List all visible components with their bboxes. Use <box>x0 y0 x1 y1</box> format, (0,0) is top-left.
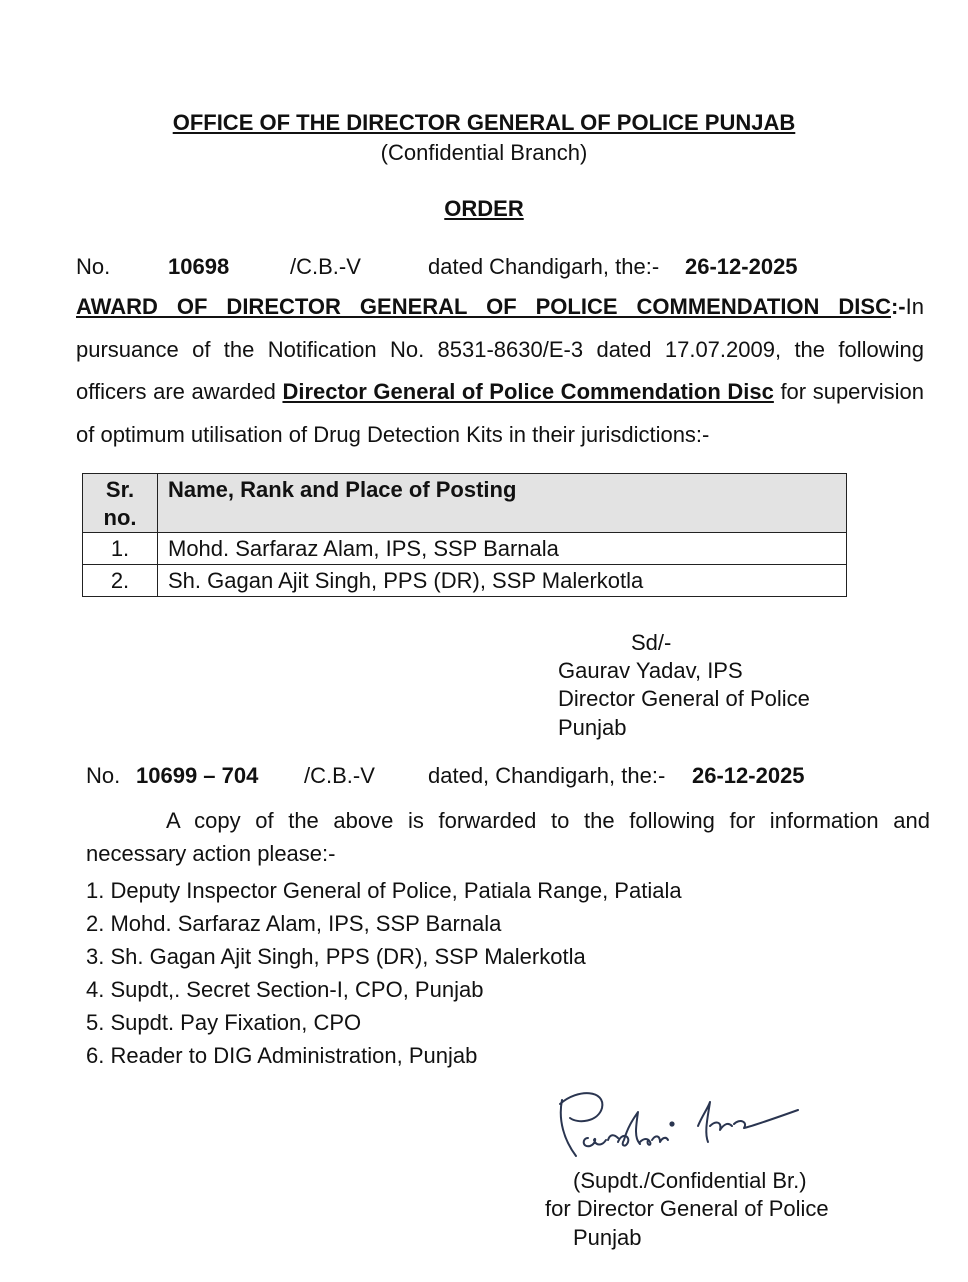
list-item: 5. Supdt. Pay Fixation, CPO <box>86 1010 362 1035</box>
order-title: ORDER <box>444 196 524 221</box>
copy-number: 10699 – 704 <box>136 763 259 788</box>
order-suffix: /C.B.-V <box>290 254 361 279</box>
award-subject: AWARD OF DIRECTOR GENERAL OF POLICE COMMENDATION DISC <box>76 294 891 319</box>
subject-separator: :- <box>890 294 906 319</box>
signatory-2-line1: (Supdt./Confidential Br.) <box>573 1168 807 1193</box>
table-row <box>83 565 847 597</box>
table-row <box>83 533 847 565</box>
row-name: Mohd. Sarfaraz Alam, IPS, SSP Barnala <box>158 533 847 565</box>
signatory-designation: Director General of Police <box>558 686 810 711</box>
list-item: 2. Mohd. Sarfaraz Alam, IPS, SSP Barnala <box>86 911 502 936</box>
signatory-2-line2: for Director General of Police <box>545 1196 829 1221</box>
branch-subheading: (Confidential Branch) <box>380 140 588 165</box>
row-sr: 2. <box>83 565 158 597</box>
column-header-sr: Sr. no. <box>83 474 158 533</box>
column-header-name: Name, Rank and Place of Posting <box>158 474 847 533</box>
order-dated-label: dated Chandigarh, the:- <box>428 254 660 279</box>
signatory-name: Gaurav Yadav, IPS <box>558 658 743 683</box>
copy-no-label: No. <box>86 763 121 788</box>
signatory-state: Punjab <box>558 715 627 740</box>
awardees-table <box>82 473 847 597</box>
order-number: 10698 <box>168 254 230 279</box>
body-text-1: In pursuance of the Notification No. 8531-8630/E-3 dated 17.07.2009, the following officers are awarded <box>76 294 924 404</box>
handwritten-signature <box>548 1082 818 1162</box>
order-no-label: No. <box>76 254 111 279</box>
row-sr: 1. <box>83 533 158 565</box>
copy-dated-label: dated, Chandigarh, the:- <box>428 763 666 788</box>
copy-date: 26-12-2025 <box>692 763 805 788</box>
signatory-2-line3: Punjab <box>573 1225 642 1250</box>
list-item: 3. Sh. Gagan Ajit Singh, PPS (DR), SSP Malerkotla <box>86 944 586 969</box>
copy-suffix: /C.B.-V <box>304 763 375 788</box>
order-body-paragraph <box>76 286 924 456</box>
sd-mark: Sd/- <box>631 630 672 655</box>
table-header-row <box>83 474 847 533</box>
copy-forward-text: A copy of the above is forwarded to the following for information and necessary action please:- <box>86 808 930 866</box>
list-item: 4. Supdt,. Secret Section-I, CPO, Punjab <box>86 977 484 1002</box>
row-name: Sh. Gagan Ajit Singh, PPS (DR), SSP Malerkotla <box>158 565 847 597</box>
recipients-list <box>86 874 682 1072</box>
office-heading: OFFICE OF THE DIRECTOR GENERAL OF POLICE PUNJAB <box>172 110 796 135</box>
award-name: Director General of Police Commendation Disc <box>282 379 774 404</box>
order-date: 26-12-2025 <box>685 254 798 279</box>
list-item: 6. Reader to DIG Administration, Punjab <box>86 1043 478 1068</box>
list-item: 1. Deputy Inspector General of Police, Patiala Range, Patiala <box>86 878 682 903</box>
body-text-2: for supervision of optimum utilisation of Drug Detection Kits in their jurisdictions:- <box>76 379 924 447</box>
